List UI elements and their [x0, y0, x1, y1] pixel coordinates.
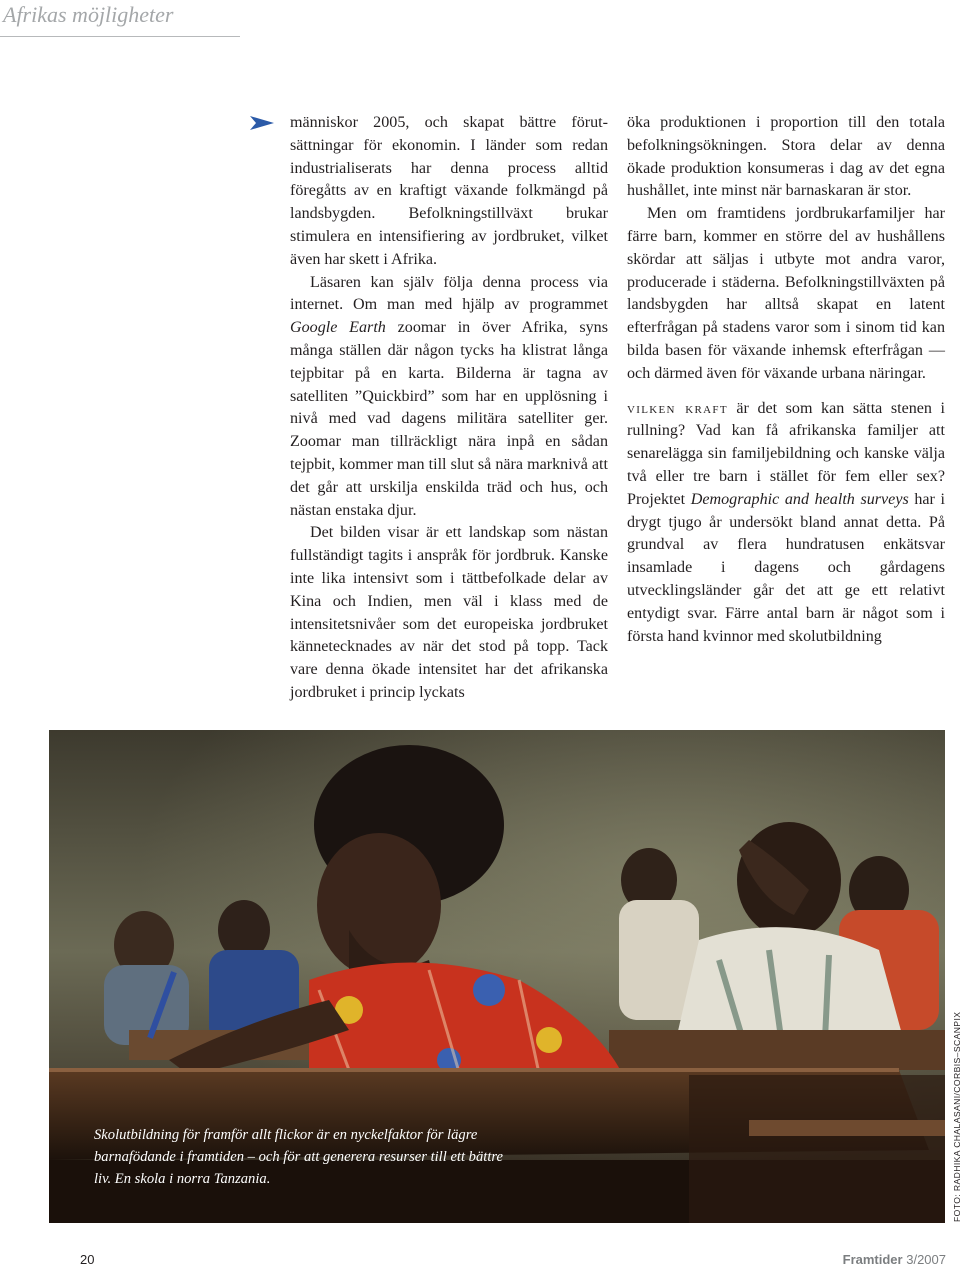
magazine-footer	[843, 1252, 946, 1267]
left-paragraph-3: Det bilden visar är ett landskap som nästan fullständigt tagits i anspråk för jordbruk. Kanske inte lika intensivt som i tättbefolkade delar av Kina och Indien, men väl i klass med de intensitetsnivåer som det europeiska jordbruket kännetecknades av när det stod på topp. Tack vare denna ökade intensitet har det afrikanska jordbruket i princip lyckats	[290, 524, 608, 701]
right-paragraph-1: öka produktionen i proportion till den totala befolkningsökningen. Stora delar av denna ökade produktion konsumeras i dag av det egna hushållet, inte minst när barnaskaran är stor.	[627, 114, 945, 200]
project-name: Demographic and health surveys	[690, 490, 909, 508]
right-paragraph-3-text-b: har i drygt tjugo år undersökt bland annat detta. På grundval av flera hundratusen enkätsvar insamlade i dagens och gårdagens utvecklingsländer går det att ge ett relativt entydigt svar. Färre antal barn är något som i första hand kvinnor med skolutbildning	[627, 490, 945, 645]
running-head	[0, 0, 240, 37]
right-paragraph-3	[627, 398, 945, 649]
left-column	[290, 112, 608, 705]
photo-caption: Skolutbildning för framför allt flickor är en nyckelfaktor för lägre barnafödande i framtiden – och för att generera resurser till ett bättre liv. En skola i norra Tanzania.	[94, 1127, 503, 1187]
left-paragraph-2	[290, 272, 608, 523]
software-name: Google Earth	[290, 319, 386, 337]
running-head-title: Afrikas möjligheter	[3, 2, 174, 27]
right-column	[627, 112, 945, 648]
magazine-name: Framtider	[842, 1252, 903, 1267]
arrowhead-icon	[250, 116, 274, 130]
left-paragraph-2-text-a: Läsaren kan själv följa denna process via internet. Om man med hjälp av programmet	[290, 273, 608, 314]
section-lead-in: vilken kraft	[627, 400, 728, 417]
magazine-issue: 3/2007	[906, 1252, 946, 1267]
left-paragraph-1: människor 2005, och skapat bättre förutsättningar för ekonomin. I länder som redan industrialiserats har denna process alltid föregåtts av en kraftigt växande folkmängd på landsbygden. Befolkningstillväxt brukar stimulera en intensifiering av jordbruket, vilket även har skett i Afrika.	[290, 114, 608, 268]
right-paragraph-3-text-a: är det som kan sätta stenen i rullning? Vad kan få afrikanska familjer att senarelägga sin familjebildning och kanske välja två eller tre barn i stället för fem eller sex? Projektet	[627, 399, 945, 508]
right-paragraph-2: Men om framtidens jordbrukarfamiljer har färre barn, kommer en större del av hushållens skördar att säljas i utbyte mot andra varor, producerade i städerna. Befolkningstillväxten på landsbygden har alltså skapat en latent efterfrågan på stadens varor som i sinom tid kan bilda basen för växande inhemsk efterfrågan — och därmed även för växande urbana näringar.	[627, 205, 945, 382]
page-number: 20	[80, 1252, 95, 1267]
left-paragraph-2-text-b: zoomar in över Afrika, syns många ställen där någon tycks ha klistrat långa tejpbitar på en karta. Bilderna är tagna av satelliten ”Quickbird” som har en upplösning i nivå med vad dagens militära satelliter ger. Zoomar man tillräckligt nära inpå en sådan tejpbit, kommer man till slut så nära marknivå att det går att urskilja enskilda träd och hus, och nästan enstaka djur.	[290, 319, 608, 519]
photo-credit: FOTO: RADHIKA CHALASANI/CORBIS–SCANPIX	[952, 1011, 962, 1222]
